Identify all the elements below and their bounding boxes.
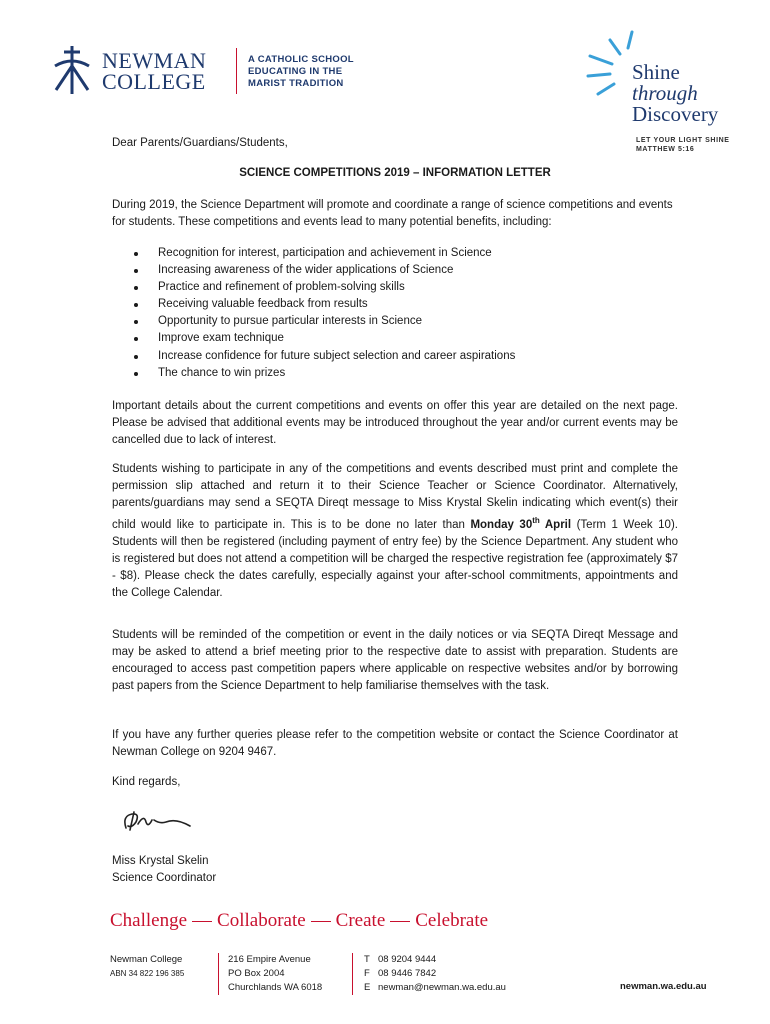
logo-divider <box>236 48 237 94</box>
list-item: The chance to win prizes <box>112 365 678 382</box>
list-item: Opportunity to pursue particular interests in Science <box>112 313 678 330</box>
benefits-list <box>112 245 678 382</box>
footer-website-link[interactable]: newman.wa.edu.au <box>620 981 707 992</box>
list-item: Recognition for interest, participation and achievement in Science <box>112 245 678 262</box>
list-item: Practice and refinement of problem-solving skills <box>112 279 678 296</box>
greeting: Dear Parents/Guardians/Students, <box>112 137 288 149</box>
intro-paragraph: During 2019, the Science Department will promote and coordinate a range of science competitions and events for students. These competitions and events lead to many potential benefits, including: <box>112 199 673 228</box>
college-crest-icon <box>52 44 92 96</box>
sun-rays-icon <box>584 30 639 100</box>
list-item: Increasing awareness of the wider applications of Science <box>112 262 678 279</box>
footer-email-link[interactable]: newman@newman.wa.edu.au <box>378 982 506 993</box>
signature <box>118 806 198 836</box>
registration-paragraph: Students wishing to participate in any of the competitions and events described must print and complete the permission slip attached and return it to their Science Teacher or Science Coordinator. Alternatively, parents/guardians may send a SEQTA Direqt message to Miss Krystal Skelin indicating which event(s) their child would like to participate in. This is to be done no later than Monday 30th April (Term 1 Week 10). Students will then be registered (including payment of entry fee) by the Science Department. Any student who is registered but does not attend a competition will be charged the respective registration fee (approximately $7 - $8). Please check the dates carefully, especially against your after-school commitments, appointments and the College Calendar. <box>112 463 678 599</box>
footer-fax: 08 9446 7842 <box>378 968 437 979</box>
deadline-date: Monday 30th April <box>470 516 572 531</box>
college-name: NEWMAN COLLEGE <box>102 48 207 94</box>
queries-paragraph: If you have any further queries please refer to the competition website or contact the Science Coordinator at Newman College on 9204 9467. <box>112 729 678 758</box>
footer-address: 216 Empire Avenue PO Box 2004 Churchlands WA 6018 <box>228 954 323 993</box>
footer-contact: T 08 9204 9444 F 08 9446 7842 E newman@newman.wa.edu.au <box>364 954 506 993</box>
reminder-paragraph: Students will be reminded of the competition or event in the daily notices or via SEQTA Direqt Message and may be asked to attend a brief meeting prior to the respective date to assist with preparation. Students are encouraged to access past competition papers where applicable on respective websites and/or by borrowing past papers from the Science Department to help familiarise themselves with the task. <box>112 629 678 692</box>
closing: Kind regards, <box>112 776 181 788</box>
list-item: Improve exam technique <box>112 330 678 347</box>
signer-name: Miss Krystal Skelin <box>112 855 209 867</box>
motto-scripture: LET YOUR LIGHT SHINE MATTHEW 5:16 <box>636 137 730 153</box>
motto-text: Shine through Discovery <box>632 60 719 126</box>
footer-divider <box>352 953 353 995</box>
footer-values: Challenge Collaborate Create Celebrate <box>110 910 489 931</box>
college-tagline: A CATHOLIC SCHOOL EDUCATING IN THE MARIST TRADITION <box>248 54 354 89</box>
footer-college: Newman College ABN 34 822 196 385 <box>110 954 185 978</box>
list-item: Receiving valuable feedback from results <box>112 296 678 313</box>
footer-divider <box>218 953 219 995</box>
footer-phone: 08 9204 9444 <box>378 954 437 965</box>
letter-subject: SCIENCE COMPETITIONS 2019 – INFORMATION LETTER <box>239 167 551 179</box>
signer-block <box>112 853 678 887</box>
list-item: Increase confidence for future subject selection and career aspirations <box>112 348 678 365</box>
signer-title: Science Coordinator <box>112 872 217 884</box>
college-logo <box>52 44 382 96</box>
details-paragraph: Important details about the current competitions and events on offer this year are detailed on the next page. Please be advised that additional events may be introduced throughout the year and/or current events may be cancelled due to lack of interest. <box>112 400 678 446</box>
